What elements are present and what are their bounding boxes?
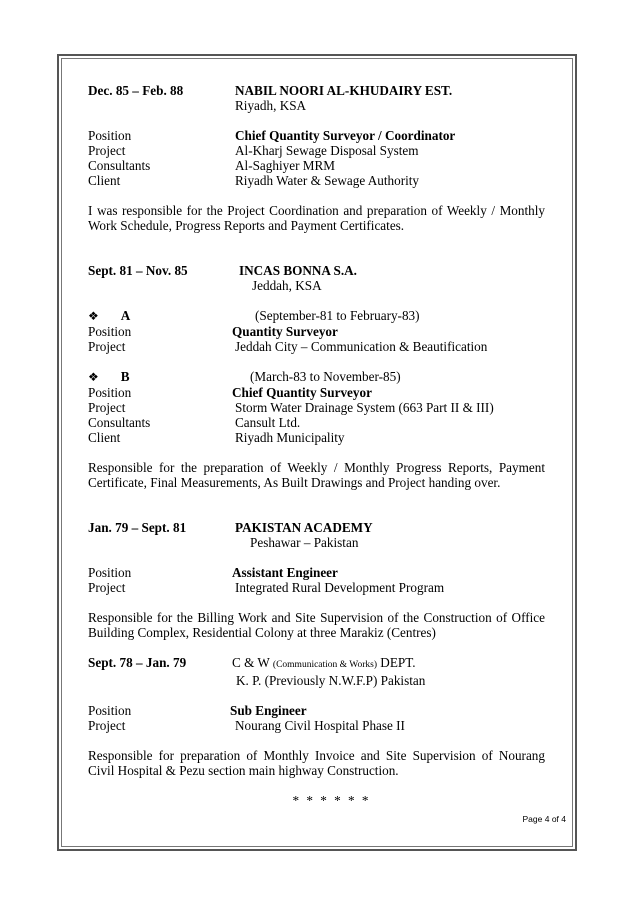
entry-header: [88, 263, 545, 278]
project-value: Nourang Civil Hospital Phase II: [235, 718, 405, 733]
project-value: Storm Water Drainage System (663 Part II & III): [235, 400, 494, 415]
subsection-letter: A: [120, 308, 131, 323]
position-label: Position: [88, 565, 132, 580]
project-label: Project: [88, 718, 126, 733]
consultants-label: Consultants: [88, 415, 151, 430]
entry-location: Jeddah, KSA: [252, 278, 322, 293]
client-label: Client: [88, 430, 121, 445]
entry-description: Responsible for preparation of Monthly Invoice and Site Supervision of Nourang Civil Hospital & Pezu section main highway Construction.: [88, 748, 545, 778]
consultants-label: Consultants: [88, 158, 151, 173]
employer-name: C & W: [232, 655, 270, 670]
entry-location: K. P. (Previously N.W.F.P) Pakistan: [236, 673, 426, 688]
position-value: Chief Quantity Surveyor / Coordinator: [235, 128, 456, 143]
subsection-dates: (September-81 to February-83): [255, 308, 420, 323]
diamond-bullet-icon: ❖: [88, 370, 99, 384]
employer-name-expansion: (Communication & Works): [272, 660, 377, 670]
client-value: Riyadh Water & Sewage Authority: [235, 173, 420, 188]
entry-description: Responsible for the Billing Work and Site Supervision of the Construction of Office Building Complex, Residential Colony at three Marakiz (Centres): [88, 610, 545, 640]
entry-location: Riyadh, KSA: [235, 98, 307, 113]
position-value: Quantity Surveyor: [232, 324, 338, 339]
position-label: Position: [88, 128, 132, 143]
employer-name-suffix: DEPT.: [380, 655, 416, 670]
client-value: Riyadh Municipality: [235, 430, 345, 445]
position-value: Assistant Engineer: [232, 565, 338, 580]
project-value: Integrated Rural Development Program: [235, 580, 445, 595]
position-label: Position: [88, 703, 132, 718]
entry-period: Sept. 78 – Jan. 79: [88, 655, 187, 670]
subsection-b-header: [88, 369, 545, 385]
entry-period: Sept. 81 – Nov. 85: [88, 263, 188, 278]
entry-period: Jan. 79 – Sept. 81: [88, 520, 187, 535]
consultants-value: Al-Saghiyer MRM: [235, 158, 336, 173]
project-label: Project: [88, 339, 126, 354]
subsection-dates: (March-83 to November-85): [250, 369, 401, 384]
section-separator: * * * * * *: [292, 793, 371, 808]
client-label: Client: [88, 173, 121, 188]
entry-employer: INCAS BONNA S.A.: [239, 263, 357, 278]
entry-employer: PAKISTAN ACADEMY: [235, 520, 373, 535]
project-label: Project: [88, 143, 126, 158]
entry-description: Responsible for the preparation of Weekly / Monthly Progress Reports, Payment Certificate, Final Measurements, As Built Drawings and Project handing over.: [88, 460, 545, 490]
entry-period: Dec. 85 – Feb. 88: [88, 83, 184, 98]
entry-header: [88, 520, 545, 535]
subsection-letter: B: [120, 369, 130, 384]
consultants-value: Cansult Ltd.: [235, 415, 301, 430]
position-label: Position: [88, 324, 132, 339]
position-value: Sub Engineer: [230, 703, 307, 718]
entry-header: [88, 83, 545, 98]
project-value: Al-Kharj Sewage Disposal System: [235, 143, 419, 158]
entry-header: [88, 655, 545, 673]
project-value: Jeddah City – Communication & Beautification: [235, 339, 488, 354]
entry-location: Peshawar – Pakistan: [250, 535, 359, 550]
entry-employer: [232, 655, 545, 673]
position-value: Chief Quantity Surveyor: [232, 385, 372, 400]
project-label: Project: [88, 580, 126, 595]
project-label: Project: [88, 400, 126, 415]
diamond-bullet-icon: ❖: [88, 309, 99, 323]
page-number: Page 4 of 4: [522, 814, 566, 824]
subsection-a-header: [88, 308, 545, 324]
position-label: Position: [88, 385, 132, 400]
entry-description: I was responsible for the Project Coordination and preparation of Weekly / Monthly Work Schedule, Progress Reports and Payment Certificates.: [88, 203, 545, 233]
entry-employer: NABIL NOORI AL-KHUDAIRY EST.: [235, 83, 453, 98]
resume-content: [88, 83, 545, 808]
